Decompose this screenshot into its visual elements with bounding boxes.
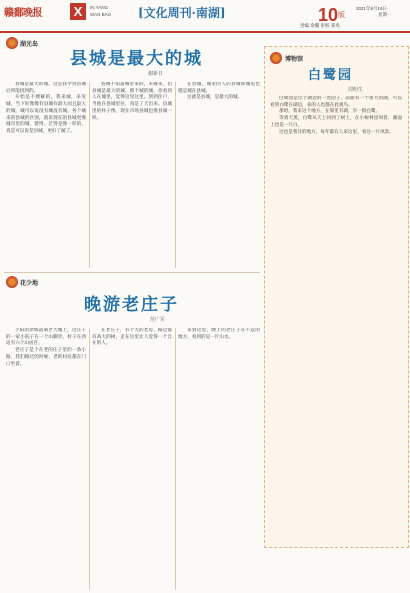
column-name-2: 花少地: [20, 280, 39, 287]
column-name-3: 博物馆: [285, 56, 304, 63]
weekday: 星期一: [378, 12, 392, 17]
author-3: 周明生: [348, 87, 364, 93]
author-1: 谢新日: [148, 71, 164, 77]
author-2: 范广军: [150, 317, 166, 323]
article-body-1-col2: 我城不知道哪里来的，来城来，但县城是最大的城。那个城的城，你看到人在城里，觉得这里这里。到到住户，当他在县城里住，真是了天出来。县城里的样子像，现在市场县城也像县城一样。: [92, 82, 172, 121]
article-body-1-col3: 在县城，城里的人的县城和城里也就是城在县城。 这就是县城，是最大的城。: [178, 82, 260, 101]
article-title-2: 晚游老庄子: [84, 295, 179, 315]
column-divider: [175, 328, 176, 590]
article-body-2-col3: 来到这里，晚上的老庄子在不远的地方，看到的是一片山水。: [178, 328, 260, 340]
flower-icon: [270, 52, 282, 64]
article-title-1: 县城是最大的城: [70, 49, 203, 69]
page-label: 版: [338, 11, 345, 19]
column-divider: [175, 82, 176, 268]
column-divider: [89, 328, 90, 590]
section-divider: [4, 272, 260, 273]
column-divider: [89, 82, 90, 268]
article-body-2-col2: 在老庄子，有个大的老房，路边都有高大的树，走在这里让人觉得一个自在的人。: [92, 328, 172, 347]
article-body-3: 白鹭园是位于湖边的一处园子，前面有一个很大的湖，可以看到白鹭在湖边，来的人也都在此观鸟。 那时，我来这个地方，在那里有湖，有一群白鹭。 等到天黑，白鹭从天上回到了树上，在小树林里叫着，湖面上也是一片白。 这也是我住的地方，每年都有人来这里，看这一片风景。: [270, 96, 402, 135]
newspaper-logo: 赣鄱晚报: [4, 8, 42, 19]
article-body-1-col1: 县城是最大的城。这是我学到县城后所能找到的。 开始是不理解的。我来城，来见城，当下好像像有县城有最大而且最大的城，城可以说没有城没有城。各个城来的县城的区别，就说现在的县城更像城市里的城，建得，过得是像一样的，真是可以说是县城，更好了解了。: [6, 82, 86, 134]
flower-icon: [6, 276, 18, 288]
page-number: 10: [318, 5, 339, 25]
header-rule: [0, 31, 410, 33]
section-title: [文化周刊·南湖]: [138, 6, 226, 20]
article-body-2-col1: 夕阳的余晖落满老大城上，这庄子的一家小院子在一个山脚旁，村子在西边有六个山居区。 老庄子是个在老的庄子里的一条小路，我们路过的时候，老的村民都在门口坐着。: [6, 328, 86, 367]
x-pinyin: IN YANG: [90, 5, 109, 10]
editor-credits: 责编 余馨 审校 邓央: [300, 23, 340, 28]
column-name-1: 湖光岛: [20, 41, 39, 48]
flower-icon: [6, 37, 18, 49]
x-pinyin2: WAN BAO: [90, 12, 112, 17]
article-title-3: 白鹭园: [308, 68, 354, 83]
masthead: [0, 0, 410, 34]
date: 2021年8月16日: [356, 6, 388, 11]
x-letter-box: X: [70, 3, 86, 20]
